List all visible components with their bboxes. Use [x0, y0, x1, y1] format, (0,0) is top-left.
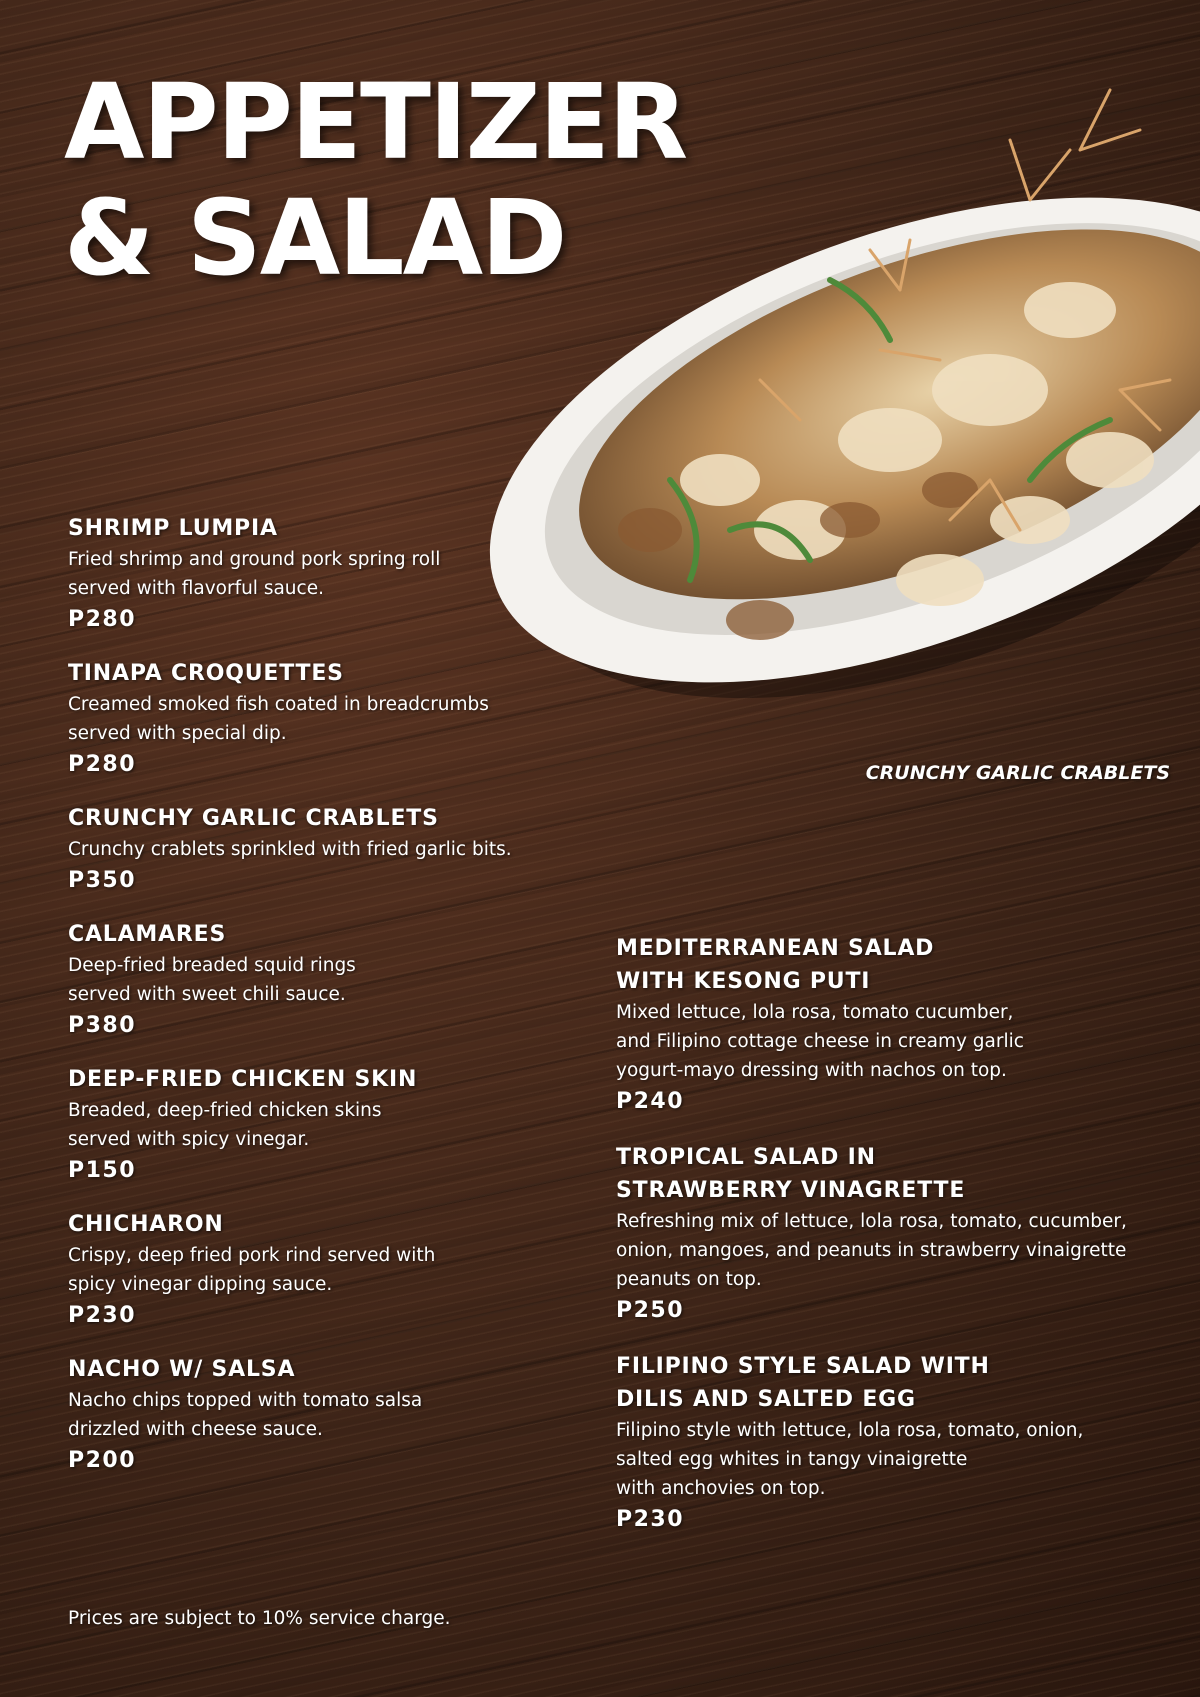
menu-item-chicharon [68, 1208, 548, 1333]
item-description: served with flavorful sauce. [68, 578, 324, 599]
item-description: served with spicy vinegar. [68, 1129, 310, 1150]
crablets-dish-photo [470, 60, 1200, 760]
item-price: P230 [616, 1507, 685, 1532]
menu-item-mediterranean-salad [616, 932, 1176, 1119]
menu-item-deep-fried-chicken-skin [68, 1063, 548, 1188]
photo-caption: CRUNCHY GARLIC CRABLETS [865, 762, 1170, 784]
item-price: P200 [68, 1448, 137, 1473]
item-name: CALAMARES [68, 922, 227, 947]
item-price: P280 [68, 752, 137, 777]
menu-item-tinapa-croquettes [68, 657, 548, 782]
item-description: Mixed lettuce, lola rosa, tomato cucumber, [616, 1002, 1014, 1023]
item-name: SHRIMP LUMPIA [68, 516, 278, 541]
item-description: Breaded, deep-fried chicken skins [68, 1100, 382, 1121]
item-description: spicy vinegar dipping sauce. [68, 1274, 333, 1295]
item-price: P250 [616, 1298, 685, 1323]
item-description: Refreshing mix of lettuce, lola rosa, tomato, cucumber, [616, 1211, 1127, 1232]
item-name: WITH KESONG PUTI [616, 969, 871, 994]
item-description: peanuts on top. [616, 1269, 762, 1290]
menu-item-nacho-w-salsa [68, 1353, 548, 1478]
item-name: NACHO W/ SALSA [68, 1357, 296, 1382]
service-charge-note: Prices are subject to 10% service charge. [68, 1608, 451, 1629]
item-description: Crispy, deep fried pork rind served with [68, 1245, 436, 1266]
item-price: P240 [616, 1089, 685, 1114]
item-description: with anchovies on top. [616, 1478, 826, 1499]
item-price: P280 [68, 607, 137, 632]
item-description: onion, mangoes, and peanuts in strawberry vinaigrette [616, 1240, 1127, 1261]
item-price: P230 [68, 1303, 137, 1328]
menu-item-crunchy-garlic-crablets [68, 802, 548, 898]
salad-list [616, 932, 1176, 1559]
menu-item-filipino-style-salad [616, 1350, 1176, 1537]
item-name: STRAWBERRY VINAGRETTE [616, 1178, 966, 1203]
item-name: DILIS AND SALTED EGG [616, 1387, 916, 1412]
item-description: and Filipino cottage cheese in creamy garlic [616, 1031, 1024, 1052]
menu-item-shrimp-lumpia [68, 512, 548, 637]
title-line-1: APPETIZER [64, 61, 687, 183]
item-price: P150 [68, 1158, 137, 1183]
item-name: FILIPINO STYLE SALAD WITH [616, 1354, 990, 1379]
item-price: P350 [68, 868, 137, 893]
title-line-2: & SALAD [64, 177, 566, 299]
item-name: MEDITERRANEAN SALAD [616, 936, 935, 961]
item-name: TROPICAL SALAD IN [616, 1145, 876, 1170]
item-description: served with sweet chili sauce. [68, 984, 346, 1005]
item-description: Nacho chips topped with tomato salsa [68, 1390, 423, 1411]
item-description: Creamed smoked fish coated in breadcrumbs [68, 694, 489, 715]
item-name: TINAPA CROQUETTES [68, 661, 344, 686]
item-description: salted egg whites in tangy vinaigrette [616, 1449, 968, 1470]
appetizer-list [68, 512, 548, 1498]
item-description: Fried shrimp and ground pork spring roll [68, 549, 441, 570]
item-description: yogurt-mayo dressing with nachos on top. [616, 1060, 1007, 1081]
menu-item-tropical-salad [616, 1141, 1176, 1328]
item-description: drizzled with cheese sauce. [68, 1419, 323, 1440]
item-description: Deep-fried breaded squid rings [68, 955, 356, 976]
item-name: CRUNCHY GARLIC CRABLETS [68, 806, 439, 831]
item-description: Filipino style with lettuce, lola rosa, tomato, onion, [616, 1420, 1084, 1441]
item-description: Crunchy crablets sprinkled with fried garlic bits. [68, 839, 512, 860]
item-description: served with special dip. [68, 723, 287, 744]
item-name: CHICHARON [68, 1212, 224, 1237]
menu-item-calamares [68, 918, 548, 1043]
item-name: DEEP-FRIED CHICKEN SKIN [68, 1067, 418, 1092]
item-price: P380 [68, 1013, 137, 1038]
